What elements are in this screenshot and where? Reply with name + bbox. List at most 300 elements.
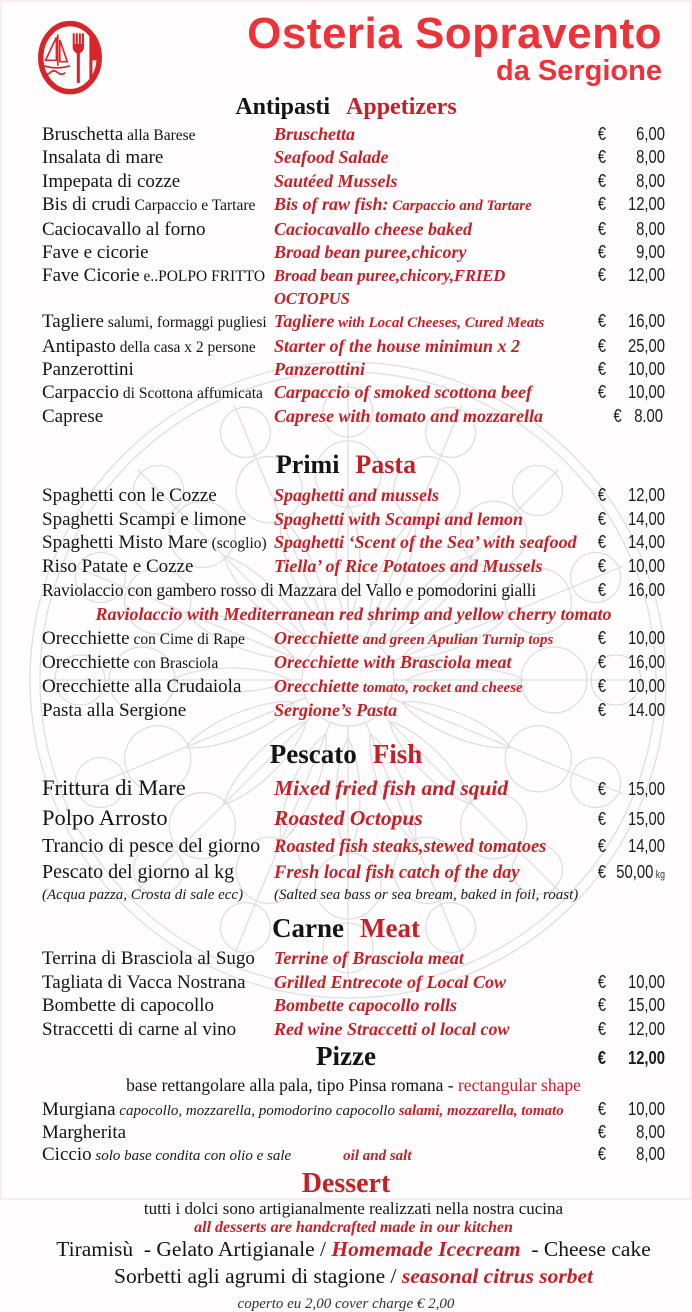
price: [598, 1144, 665, 1165]
text-segment: Trancio di pesce del giorno: [42, 835, 261, 858]
section-heading: [2, 450, 690, 480]
price-amount: 15,00: [627, 807, 665, 829]
euro-sign: €: [597, 555, 607, 577]
price-amount: 6,00: [636, 123, 665, 144]
euro-sign: €: [597, 994, 607, 1016]
item-translation: [274, 887, 665, 903]
menu-item-row: [2, 1099, 690, 1122]
menu-item-row: [2, 555, 690, 579]
euro-sign: €: [597, 1047, 607, 1069]
price: [598, 971, 665, 993]
item-name: [42, 556, 274, 579]
item-name: [42, 775, 274, 805]
price-amount: 8,00: [636, 1120, 665, 1142]
item-translation: [274, 242, 581, 264]
text-segment: Caciocavallo cheese baked: [274, 218, 472, 239]
text-segment: Homemade Icecream: [331, 1236, 521, 1261]
euro-sign: €: [597, 651, 607, 673]
euro-sign: €: [597, 334, 607, 356]
item-price: [581, 358, 665, 381]
text-segment: Orecchiette: [274, 627, 359, 648]
text-segment: Pasta alla Sergione: [42, 700, 187, 722]
text-segment: Straccetti di carne al vino: [42, 1018, 237, 1040]
price-amount: 15,00: [627, 994, 665, 1016]
price-amount: 12,00: [627, 484, 665, 506]
text-segment: Pescato del giorno al kg: [42, 861, 235, 884]
item-price: [581, 241, 665, 264]
price: [598, 834, 665, 858]
menu-item-row: [2, 860, 690, 887]
euro-sign: €: [597, 241, 607, 263]
text-segment: with Local Cheeses, Cured Meats: [334, 315, 545, 332]
menu-item-row: [2, 675, 690, 700]
menu-item-row: [2, 508, 690, 532]
item-price: [581, 335, 665, 358]
sailboat-fork-knife-logo: [36, 18, 104, 100]
menu-item-row: [2, 948, 690, 971]
text-segment: Tagliata di Vacca Nostrana: [42, 971, 246, 993]
price-amount: 12,00: [627, 264, 665, 286]
text-segment: Roasted Octopus: [274, 805, 423, 830]
item-price: [581, 218, 665, 241]
item-name: [42, 382, 274, 404]
item-name: [42, 860, 274, 886]
text-segment: Insalata di mare: [42, 147, 164, 169]
text-segment: Pizze: [316, 1041, 376, 1072]
text-segment: Tiella’ of Rice Potatoes and Mussels: [274, 556, 543, 577]
menu-item-row: [2, 834, 690, 860]
item-translation: [274, 972, 581, 995]
price-amount: 14,00: [627, 531, 665, 553]
item-price: [581, 699, 665, 723]
menu-item-row: [2, 405, 690, 428]
text-segment: Bis di crudi: [42, 194, 131, 216]
price-amount: 8,00: [636, 1143, 665, 1165]
menu-item-row: [2, 335, 690, 358]
item-price: [581, 264, 665, 287]
section-heading: [2, 913, 690, 944]
price: [598, 806, 665, 833]
euro-sign: €: [597, 123, 607, 144]
euro-sign: €: [597, 507, 607, 529]
euro-sign: €: [597, 626, 607, 648]
menu-line: [2, 1199, 690, 1219]
price: [598, 675, 665, 697]
text-segment: Carpaccio e Tartare: [130, 197, 256, 215]
price: [598, 1043, 665, 1073]
euro-sign: €: [597, 358, 607, 380]
menu-item-row: [2, 971, 690, 995]
menu-item-row: [2, 310, 690, 334]
menu-item-row: [2, 170, 690, 193]
text-segment: Carpaccio of smoked scottona beef: [274, 382, 532, 403]
price-amount: 16,00: [627, 651, 665, 673]
price: [598, 699, 665, 721]
item-name: [42, 1100, 581, 1122]
price-amount: 10,00: [627, 358, 665, 380]
price: [598, 484, 665, 506]
menu-item-row: [2, 218, 690, 241]
item-translation: [274, 485, 581, 508]
euro-sign: €: [597, 778, 607, 800]
item-name: [42, 972, 274, 995]
item-name: [42, 1123, 274, 1145]
price-amount: 9,00: [636, 241, 665, 263]
text-segment: rectangular shape: [457, 1075, 581, 1096]
item-translation: [274, 700, 581, 723]
text-segment: salami, mozzarella, tomato: [398, 1103, 564, 1120]
item-name: [42, 1145, 581, 1167]
euro-sign: €: [597, 310, 607, 332]
text-segment: (Salted sea bass or sea bream, baked in foil, roast): [274, 887, 579, 904]
text-segment: capocollo, mozzarella, pomodorino capocollo: [115, 1103, 399, 1120]
item-price: [581, 675, 665, 699]
text-segment: Margherita: [42, 1121, 127, 1143]
menu-item-row: [2, 1018, 690, 1042]
text-segment: Polpo Arrosto: [42, 804, 168, 830]
menu-item-row: [2, 775, 690, 805]
price: [598, 776, 665, 803]
text-segment: Spaghetti con le Cozze: [42, 485, 217, 507]
price-amount: 50,00: [616, 861, 654, 883]
section-heading: [2, 94, 690, 121]
text-segment: Panzerottini: [274, 359, 366, 380]
text-segment: Orecchiette with Brasciola meat: [274, 652, 512, 673]
item-translation: [274, 676, 581, 700]
price: [598, 170, 665, 191]
text-segment: Sorbetti agli agrumi di stagione /: [114, 1264, 402, 1289]
item-name: [42, 887, 274, 903]
menu-item-row: [2, 994, 690, 1018]
text-segment: Caprese with tomato and mozzarella: [274, 405, 544, 426]
item-price: [581, 381, 665, 404]
text-segment: Grilled Entrecote of Local Cow: [274, 971, 506, 992]
euro-sign: €: [597, 835, 607, 857]
price: [598, 218, 665, 239]
item-translation: [274, 336, 581, 358]
item-price: [581, 860, 665, 887]
item-name: [42, 406, 274, 428]
text-segment: Caprese: [42, 405, 104, 427]
text-segment: Frittura di Mare: [42, 775, 186, 801]
item-translation: [274, 652, 581, 675]
section-dessert: [2, 1169, 690, 1292]
text-segment: Raviolaccio with Mediterranean red shrimp and yellow cherry tomato: [95, 603, 612, 624]
price: [598, 310, 665, 331]
item-name: [42, 532, 274, 555]
item-price: [581, 170, 665, 193]
item-price: [581, 806, 665, 835]
item-name: [42, 147, 274, 169]
price-amount: 14,00: [627, 507, 665, 529]
euro-sign: €: [597, 970, 607, 992]
euro-sign: €: [597, 807, 607, 829]
euro-sign: €: [597, 217, 607, 239]
price-amount: 25,00: [627, 334, 665, 356]
item-translation: [274, 628, 581, 652]
text-segment: Fave Cicorie: [42, 265, 140, 287]
item-translation: [274, 194, 581, 217]
text-segment: Spaghetti Scampi e limone: [42, 508, 247, 530]
price-amount: 10,00: [627, 1098, 665, 1120]
price: [598, 555, 665, 577]
menu-item-row: [2, 123, 690, 146]
euro-sign: €: [597, 861, 607, 883]
section-heading: [2, 739, 690, 770]
item-name: [42, 700, 274, 723]
item-translation: [274, 171, 581, 193]
menu-item-row: [2, 484, 690, 508]
price: [598, 1018, 665, 1040]
menu-item-row: [2, 1122, 690, 1145]
text-segment: solo base condita con olio e sale: [91, 1148, 292, 1165]
text-segment: Spaghetti with Scampi and lemon: [274, 508, 524, 529]
text-segment: Caciocavallo al forno: [42, 218, 206, 240]
item-translation: [274, 406, 601, 428]
price: [598, 381, 665, 402]
section-pizze: [2, 1041, 690, 1167]
item-name: [42, 628, 274, 651]
text-segment: Dessert: [301, 1167, 391, 1199]
text-segment: Bombette di capocollo: [42, 995, 215, 1017]
item-name: [42, 219, 274, 241]
item-translation: [274, 382, 581, 404]
price-amount: 8,00: [636, 217, 665, 239]
menu-line: [2, 1219, 690, 1237]
item-price: [581, 1122, 665, 1145]
price: [598, 627, 665, 649]
text-segment: seasonal citrus sorbet: [401, 1264, 593, 1289]
text-segment: tomato, rocket and cheese: [358, 679, 523, 696]
text-segment: Tiramisù - Gelato Artigianale /: [56, 1236, 332, 1261]
item-translation: [274, 311, 581, 334]
price-amount: 10,00: [627, 555, 665, 577]
price: [598, 994, 665, 1016]
price-amount: 15,00: [627, 778, 665, 800]
menu-item-row: [2, 627, 690, 652]
text-segment: Appetizers: [346, 94, 457, 120]
text-segment: Orecchiette: [274, 675, 359, 696]
restaurant-title: Osteria Sopravento: [247, 9, 662, 58]
text-segment: Raviolaccio con gambero rosso di Mazzara del Vallo e pomodorini gialli: [42, 579, 537, 600]
euro-sign: €: [597, 699, 607, 721]
euro-sign: €: [597, 169, 607, 191]
price: [598, 531, 665, 553]
euro-sign: €: [597, 381, 607, 403]
text-segment: oil and salt: [343, 1148, 412, 1165]
price: [598, 335, 665, 356]
section-carne: [2, 913, 690, 1041]
price-unit: kg: [655, 869, 665, 882]
menu-item-row: [2, 1144, 690, 1167]
item-translation: [274, 532, 581, 555]
price-amount: 12,00: [627, 1047, 665, 1069]
text-segment: Carpaccio and Tartare: [388, 198, 532, 215]
section-pescato: [2, 739, 690, 903]
euro-sign: €: [597, 1098, 607, 1120]
text-segment: Primi: [275, 450, 340, 480]
item-name: [42, 509, 274, 532]
text-segment: Bombette capocollo rolls: [274, 995, 457, 1016]
text-segment: Carpaccio: [42, 382, 120, 404]
section-heading: [2, 1169, 690, 1198]
price: [598, 241, 665, 262]
price: [598, 1099, 665, 1120]
text-segment: alla Barese: [123, 127, 196, 144]
text-segment: di Scottona affumicata: [119, 385, 263, 403]
text-segment: Terrina di Brasciola al Sugo: [42, 948, 255, 970]
price-amount: 12,00: [627, 193, 665, 215]
price: [598, 193, 665, 214]
section-heading: [2, 1041, 690, 1071]
menu-item-row: [2, 381, 690, 404]
text-segment: Seafood Salade: [274, 147, 389, 168]
price: [598, 508, 665, 530]
header: [2, 2, 690, 94]
item-price: [581, 555, 665, 579]
item-name: [42, 359, 274, 381]
item-price: [601, 405, 665, 428]
text-segment: Orecchiette alla Crudaiola: [42, 675, 242, 697]
item-translation: [274, 775, 581, 805]
menu-item-row: [2, 651, 690, 675]
menu-item-row: [2, 699, 690, 723]
text-segment: della casa x 2 persone: [115, 338, 256, 356]
euro-sign: €: [597, 1143, 607, 1165]
item-name: [42, 652, 274, 675]
text-segment: Tagliere: [42, 311, 104, 333]
price-amount: 10,00: [627, 970, 665, 992]
price: [598, 579, 665, 601]
menu-line: [2, 603, 690, 627]
item-name: [42, 676, 274, 699]
text-segment: Starter of the house minimun x 2: [274, 335, 521, 356]
restaurant-subtitle: da Sergione: [496, 54, 662, 87]
text-segment: Broad bean puree,chicory: [274, 242, 467, 263]
item-price: [581, 531, 665, 555]
text-segment: tutti i dolci sono artigianalmente realizzati nella nostra cucina: [143, 1198, 564, 1218]
menu-sections: [2, 94, 690, 1292]
text-segment: (scoglio): [207, 535, 267, 553]
text-segment: Antipasti: [235, 94, 331, 120]
section-primi: [2, 450, 690, 723]
item-price: [581, 1018, 665, 1042]
text-segment: Bis of raw fish:: [274, 194, 389, 215]
item-price: [581, 834, 665, 860]
text-segment: Impepata di cozze: [42, 170, 181, 192]
euro-sign: €: [597, 578, 607, 600]
euro-sign: €: [597, 484, 607, 506]
price-amount: 8,00: [636, 146, 665, 168]
text-segment: Carne: [272, 913, 344, 944]
item-name: [42, 834, 274, 860]
item-price: [581, 123, 665, 146]
item-price: [581, 994, 665, 1018]
price-amount: 12,00: [627, 1017, 665, 1039]
item-price: [581, 193, 665, 216]
euro-sign: €: [613, 404, 622, 426]
item-name: [42, 311, 274, 333]
text-segment: Spaghetti Misto Mare: [42, 532, 208, 554]
text-segment: Red wine Straccetti ol local cow: [274, 1018, 510, 1039]
text-segment: Sautéed Mussels: [274, 170, 398, 191]
text-segment: (Acqua pazza, Crosta di sale ecc): [42, 887, 244, 904]
item-price: [581, 627, 665, 651]
item-name: [42, 995, 274, 1018]
price-amount: 10,00: [627, 674, 665, 696]
euro-sign: €: [597, 674, 607, 696]
text-segment: Pescato: [269, 739, 357, 770]
text-segment: Riso Patate e Cozze: [42, 556, 194, 578]
text-segment: Orecchiette: [42, 652, 130, 674]
price: [598, 1122, 665, 1143]
item-translation: [274, 948, 665, 971]
item-price: [581, 310, 665, 333]
text-segment: Panzerottini: [42, 359, 134, 381]
item-translation: [274, 359, 581, 381]
price-amount: 14,00: [627, 835, 665, 857]
menu-item-row: [2, 264, 690, 310]
menu-item-row: [2, 887, 690, 903]
item-price: [581, 971, 665, 995]
item-translation: [274, 995, 581, 1018]
text-segment: Spaghetti and mussels: [274, 485, 440, 506]
euro-sign: €: [597, 1017, 607, 1039]
item-price: [581, 651, 665, 675]
price-amount: 8,00: [636, 169, 665, 191]
item-translation: [274, 265, 581, 310]
item-translation: [274, 1019, 581, 1042]
price: [598, 860, 665, 887]
price-amount: 14.00: [627, 699, 665, 721]
item-translation: [274, 147, 581, 169]
item-price: [581, 484, 665, 508]
text-segment: - Cheese cake: [520, 1236, 651, 1261]
text-segment: e..POLPO FRITTO: [139, 268, 266, 286]
euro-sign: €: [597, 1120, 607, 1142]
item-name: [42, 485, 274, 508]
item-price: [581, 508, 665, 532]
menu-item-row: [2, 531, 690, 555]
item-price: [581, 1099, 665, 1122]
cover-charge-note: coperto eu 2,00 cover charge € 2,00: [237, 1295, 455, 1312]
text-segment: Fave e cicorie: [42, 242, 149, 264]
menu-item-row: [2, 805, 690, 835]
text-segment: salumi, formaggi pugliesi: [103, 314, 267, 332]
item-translation: [274, 805, 581, 835]
price-amount: 8.00: [634, 404, 663, 426]
text-segment: Ciccio: [42, 1144, 92, 1166]
item-name: [42, 805, 274, 835]
euro-sign: €: [597, 146, 607, 168]
menu-item-row: [2, 358, 690, 381]
item-name: [42, 579, 581, 603]
text-segment: all desserts are handcrafted made in our kitchen: [194, 1218, 513, 1236]
text-segment: and green Apulian Turnip tops: [358, 631, 554, 648]
price: [598, 146, 665, 167]
text-segment: Fresh local fish catch of the day: [274, 863, 520, 884]
item-name: [42, 171, 274, 193]
item-price: [581, 776, 665, 805]
menu-item-row: [2, 193, 690, 217]
text-segment: base rettangolare alla pala, tipo Pinsa romana -: [126, 1075, 458, 1096]
menu-line: [2, 1264, 690, 1292]
text-segment: Sergione’s Pasta: [274, 700, 398, 721]
price: [598, 358, 665, 379]
text-segment: Bruschetta: [274, 124, 356, 144]
euro-sign: €: [597, 264, 607, 286]
text-segment: Mixed fried fish and squid: [274, 776, 509, 801]
